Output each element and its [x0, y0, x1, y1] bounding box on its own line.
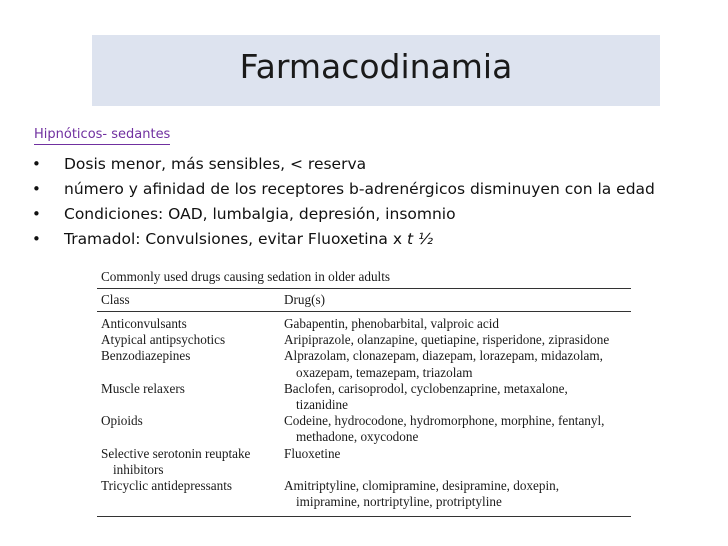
drug-list-cell	[284, 332, 631, 348]
drug-list-line: Baclofen, carisoprodol, cyclobenzaprine, metaxalone,	[284, 380, 568, 396]
drug-class-cell	[97, 446, 284, 478]
bullet-dot-icon: •	[32, 205, 41, 223]
drug-class-cell	[97, 381, 284, 413]
table-bottom-rule	[97, 516, 631, 517]
drug-list-line: Alprazolam, clonazepam, diazepam, lorazepam, midazolam,	[284, 348, 603, 364]
drug-list-line: Codeine, hydrocodone, hydromorphone, morphine, fentanyl,	[284, 413, 605, 429]
bullet-item	[30, 153, 655, 178]
table-caption: Commonly used drugs causing sedation in older adults	[101, 269, 390, 284]
table-row	[97, 381, 631, 413]
table-row	[97, 478, 631, 510]
table-body	[97, 312, 631, 516]
bullet-text: Condiciones: OAD, lumbalgia, depresión, insomnio	[64, 205, 456, 223]
title-banner	[92, 35, 660, 106]
drug-class-line: Tricyclic antidepressants	[101, 478, 232, 494]
drug-class-line: Muscle relaxers	[101, 380, 185, 396]
slide-title: Farmacodinamia	[239, 47, 513, 86]
drug-class-line: Anticonvulsants	[101, 316, 187, 331]
drug-list-cell	[284, 478, 631, 510]
bullet-dot-icon: •	[32, 180, 41, 198]
subtitle-underline	[34, 144, 170, 145]
drug-class-line: Opioids	[101, 413, 143, 429]
table-row	[97, 332, 631, 348]
bullet-item	[30, 178, 655, 203]
drug-list-cell	[284, 446, 631, 478]
drug-list-line: imipramine, nortriptyline, protriptyline	[296, 494, 502, 510]
table-row	[97, 316, 631, 332]
drug-list-line: Amitriptyline, clomipramine, desipramine, doxepin,	[284, 478, 560, 494]
drug-list-cell	[284, 348, 631, 380]
drug-class-cell	[97, 332, 284, 348]
subtitle-text: Hipnóticos- sedantes	[34, 127, 171, 142]
bullet-item	[30, 228, 655, 253]
drug-class-line: Atypical antipsychotics	[101, 332, 226, 348]
bullet-dot-icon: •	[32, 155, 41, 173]
table-row	[97, 446, 631, 478]
drug-table	[97, 268, 631, 517]
drug-class-line: inhibitors	[113, 461, 164, 477]
drug-list-cell	[284, 316, 631, 332]
table-header-row	[97, 289, 631, 311]
section-subtitle	[34, 127, 170, 142]
drug-class-cell	[97, 413, 284, 445]
drug-list-cell	[284, 413, 631, 445]
header-drugs: Drug(s)	[284, 292, 326, 307]
drug-class-cell	[97, 316, 284, 332]
table-row	[97, 413, 631, 445]
drug-list-line: Aripiprazole, olanzapine, quetiapine, risperidone, ziprasidone	[284, 332, 610, 348]
drug-list-line: methadone, oxycodone	[296, 429, 419, 445]
bullet-item	[30, 203, 655, 228]
drug-list-line: tizanidine	[296, 397, 348, 413]
bullet-text: Dosis menor, más sensibles, < reserva	[64, 155, 367, 173]
drug-class-cell	[97, 478, 284, 510]
half-life-text: t ½	[406, 230, 433, 248]
drug-list-line: Fluoxetine	[284, 445, 341, 461]
drug-class-line: Benzodiazepines	[101, 348, 191, 364]
drug-class-cell	[97, 348, 284, 380]
drug-list-line: Gabapentin, phenobarbital, valproic acid	[284, 316, 499, 331]
table-row	[97, 348, 631, 380]
bullet-dot-icon: •	[32, 230, 41, 248]
drug-class-line: Selective serotonin reuptake	[101, 445, 251, 461]
bullet-text: número y afinidad de los receptores b-adrenérgicos disminuyen con la edad	[64, 180, 655, 198]
header-class: Class	[101, 292, 130, 307]
bullet-list	[30, 153, 655, 253]
bullet-text: Tramadol: Convulsiones, evitar Fluoxetina x	[64, 230, 407, 248]
drug-list-cell	[284, 381, 631, 413]
drug-list-line: oxazepam, temazepam, triazolam	[296, 364, 473, 380]
